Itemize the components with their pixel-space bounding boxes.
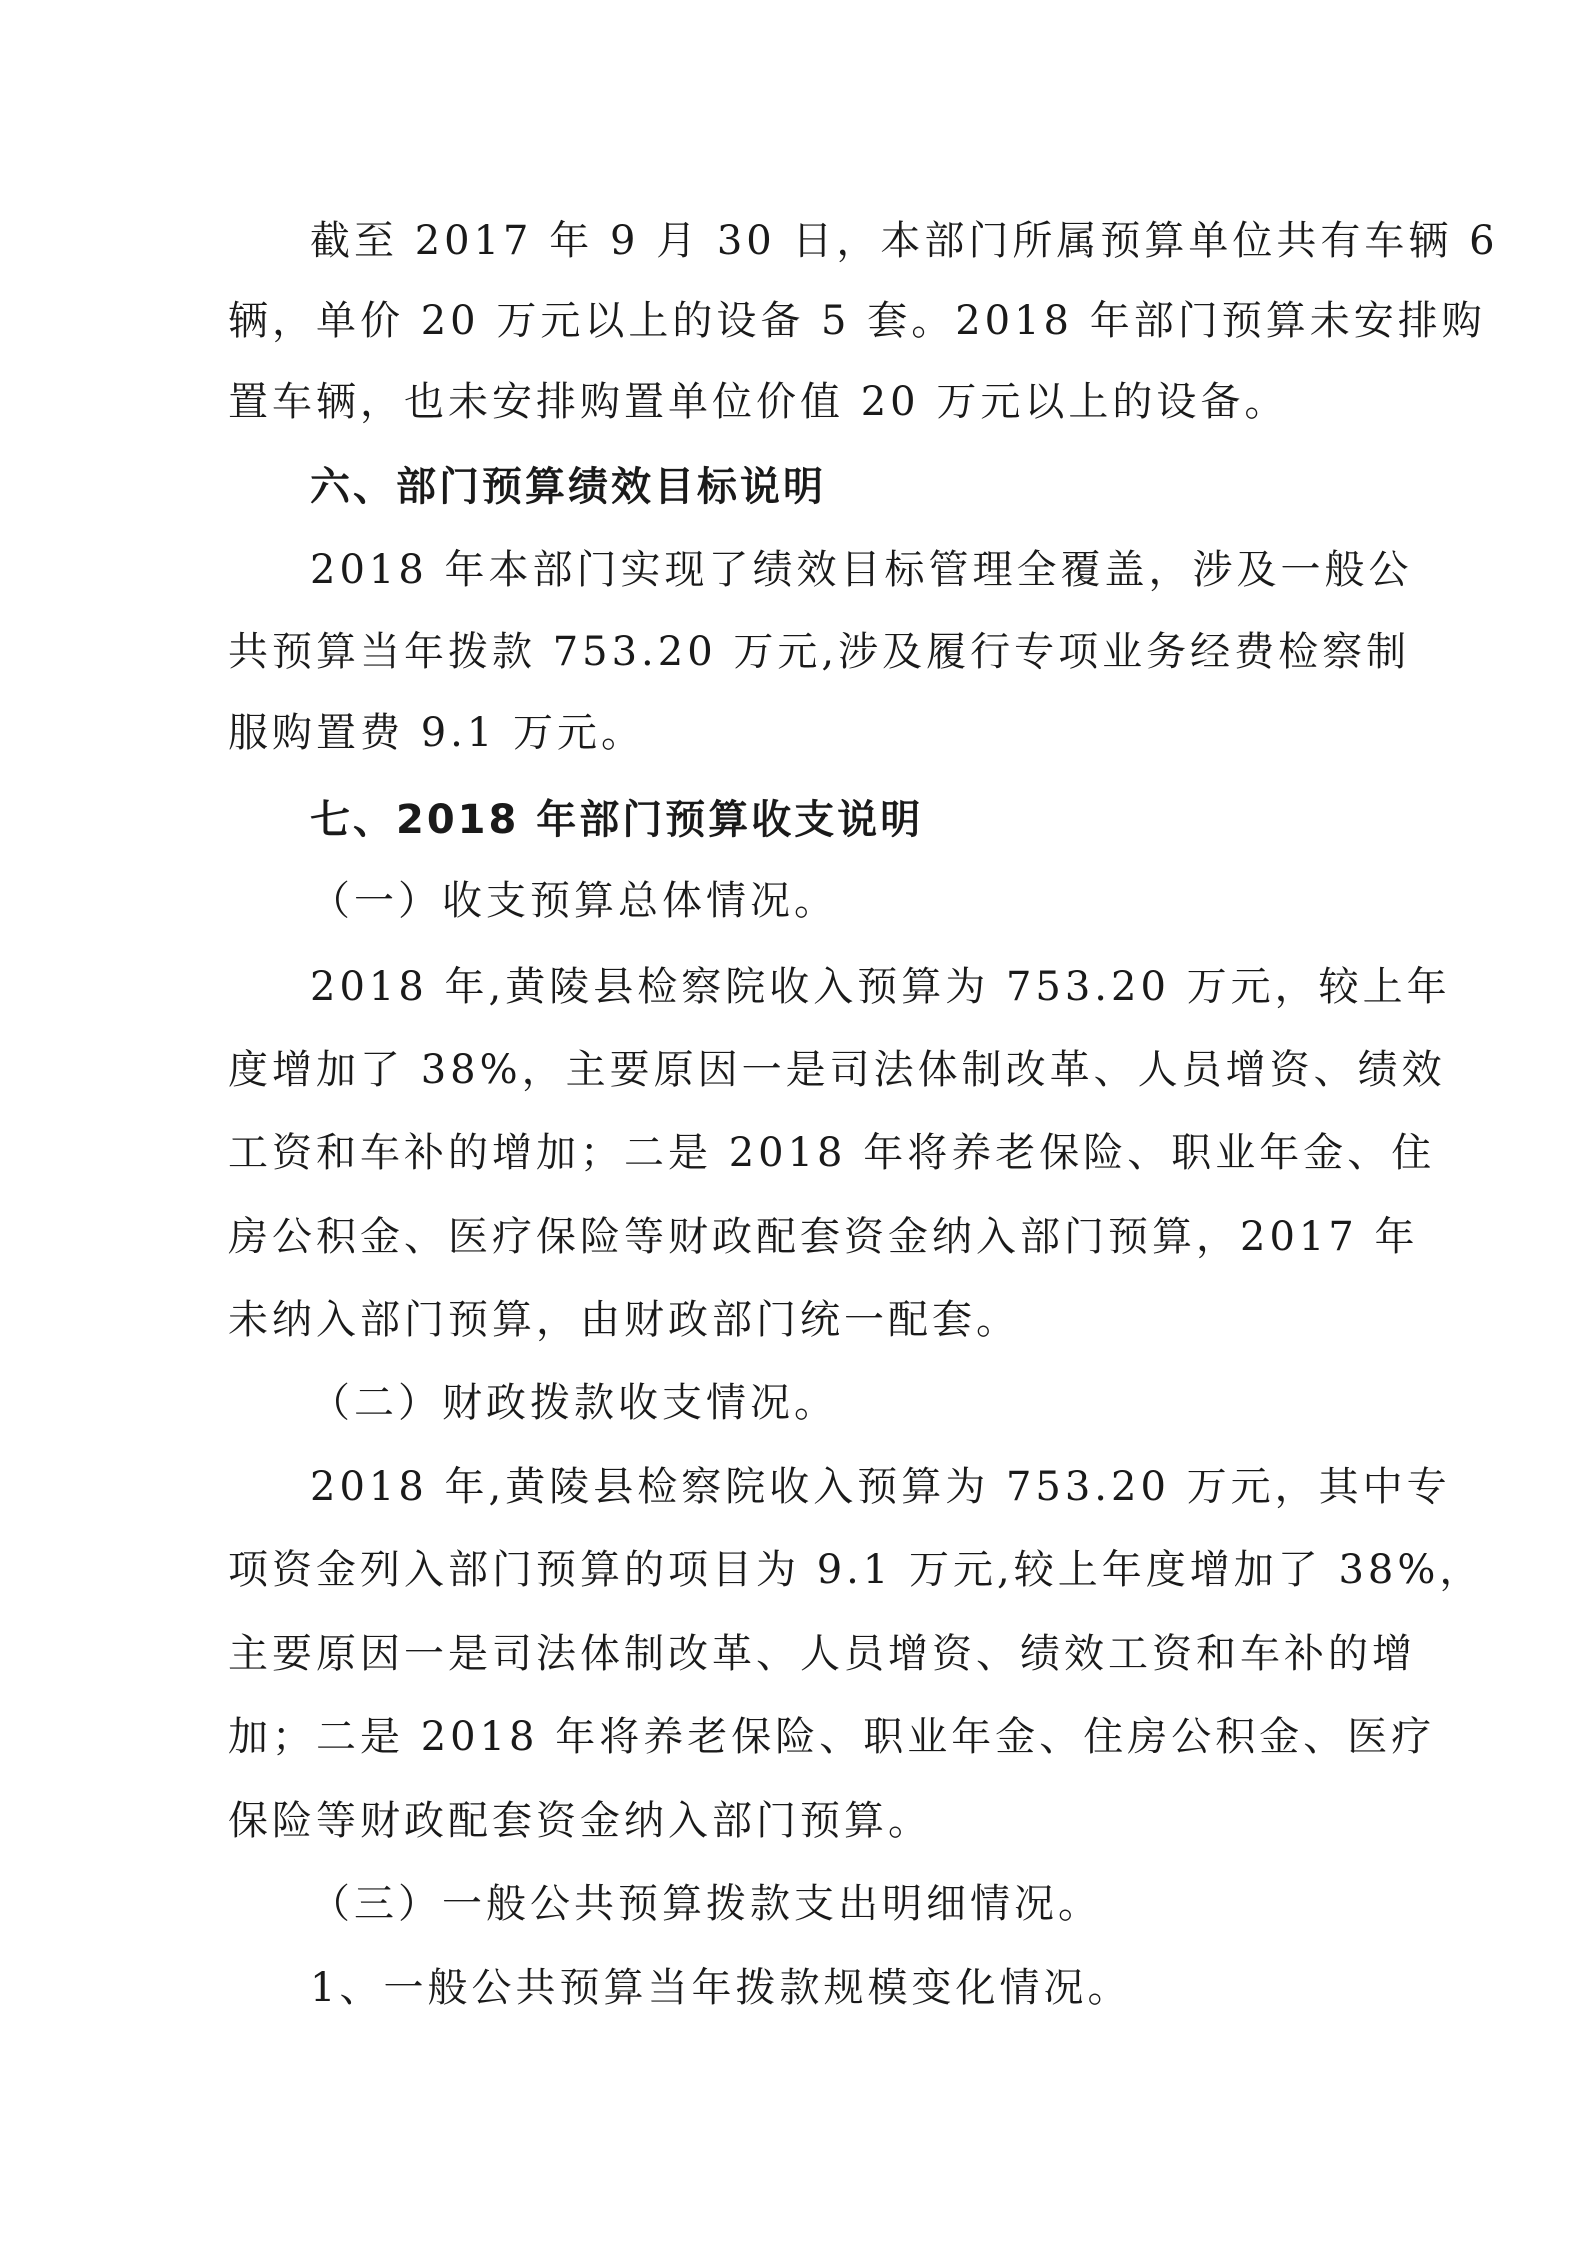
section-heading: 六、部门预算绩效目标说明 [310,464,826,510]
section-heading: 七、2018 年部门预算收支说明 [310,797,924,843]
subsection-heading: （三）一般公共预算拨款支出明细情况。 [310,1881,1102,1927]
paragraph-line: 度增加了 38%，主要原因一是司法体制改革、人员增资、绩效 [228,1047,1446,1093]
paragraph-line: 置车辆，也未安排购置单位价值 20 万元以上的设备。 [228,379,1289,425]
paragraph-line: 主要原因一是司法体制改革、人员增资、绩效工资和车补的增 [228,1631,1416,1677]
paragraph-line: 项资金列入部门预算的项目为 9.1 万元,较上年度增加了 38%， [228,1547,1484,1593]
subsection-heading: （一）收支预算总体情况。 [310,878,838,924]
paragraph-line: 辆，单价 20 万元以上的设备 5 套。2018 年部门预算未安排购 [228,298,1486,344]
paragraph-line: 未纳入部门预算，由财政部门统一配套。 [228,1297,1020,1343]
paragraph-line: 2018 年,黄陵县检察院收入预算为 753.20 万元，较上年 [310,964,1451,1010]
paragraph-line: 工资和车补的增加；二是 2018 年将养老保险、职业年金、住 [228,1130,1436,1176]
paragraph-line: 2018 年,黄陵县检察院收入预算为 753.20 万元，其中专 [310,1464,1451,1510]
paragraph-line: 加；二是 2018 年将养老保险、职业年金、住房公积金、医疗 [228,1714,1436,1760]
paragraph-line: 保险等财政配套资金纳入部门预算。 [228,1798,932,1844]
paragraph-line: 共预算当年拨款 753.20 万元,涉及履行专项业务经费检察制 [228,629,1411,675]
paragraph-line: 2018 年本部门实现了绩效目标管理全覆盖，涉及一般公 [310,547,1413,593]
subsection-heading: （二）财政拨款收支情况。 [310,1380,838,1426]
paragraph-line: 房公积金、医疗保险等财政配套资金纳入部门预算，2017 年 [228,1214,1419,1260]
paragraph-line: 截至 2017 年 9 月 30 日，本部门所属预算单位共有车辆 6 [310,218,1499,264]
paragraph-line: 服购置费 9.1 万元。 [228,710,646,756]
list-item-heading: 1、一般公共预算当年拨款规模变化情况。 [310,1965,1132,2011]
